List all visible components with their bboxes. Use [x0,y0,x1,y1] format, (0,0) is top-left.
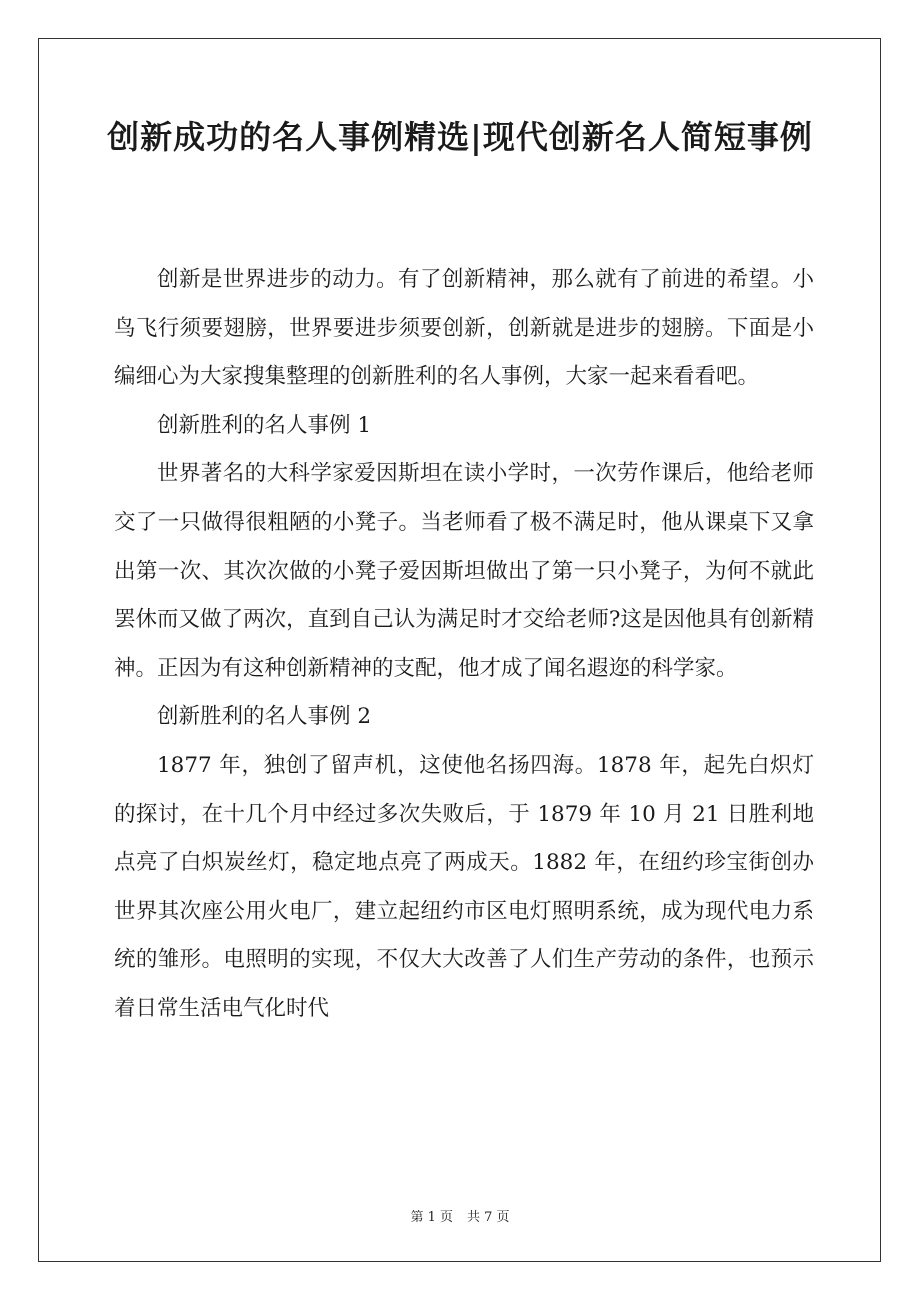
section-heading-1: 创新胜利的名人事例 1 [157,412,372,438]
page-number: 第 1 页 [410,1210,453,1225]
page-total: 共 7 页 [467,1210,510,1225]
document-body [114,256,814,1034]
document-title: 创新成功的名人事例精选|现代创新名人简短事例 [107,118,813,156]
edison-paragraph: 1877 年，独创了留声机，这使他名扬四海。1878 年，起先白炽灯的探讨，在十几个月中经过多次失败后，于 1879 年 10 月 21 日胜利地点亮了白炽炭丝灯，稳定地点亮了两成天。1882 年，在纽约珍宝街创办世界其次座公用火电厂，建立起纽约市区电灯照明系统，成为现代电力系统的雏形。电照明的实现，不仅大大改善了人们生产劳动的条件，也预示着日常生活电气化时代 [114,752,814,1021]
intro-paragraph: 创新是世界进步的动力。有了创新精神，那么就有了前进的希望。小鸟飞行须要翅膀，世界要进步须要创新，创新就是进步的翅膀。下面是小编细心为大家搜集整理的创新胜利的名人事例，大家一起来看看吧。 [114,267,814,390]
section-heading-2: 创新胜利的名人事例 2 [157,704,372,730]
einstein-paragraph: 世界著名的大科学家爱因斯坦在读小学时，一次劳作课后，他给老师交了一只做得很粗陋的小凳子。当老师看了极不满足时，他从课桌下又拿出第一次、其次次做的小凳子爱因斯坦做出了第一只小凳子，为何不就此罢休而又做了两次，直到自己认为满足时才交给老师?这是因他具有创新精神。正因为有这种创新精神的支配，他才成了闻名遐迩的科学家。 [114,461,814,681]
page-footer [0,1206,920,1225]
